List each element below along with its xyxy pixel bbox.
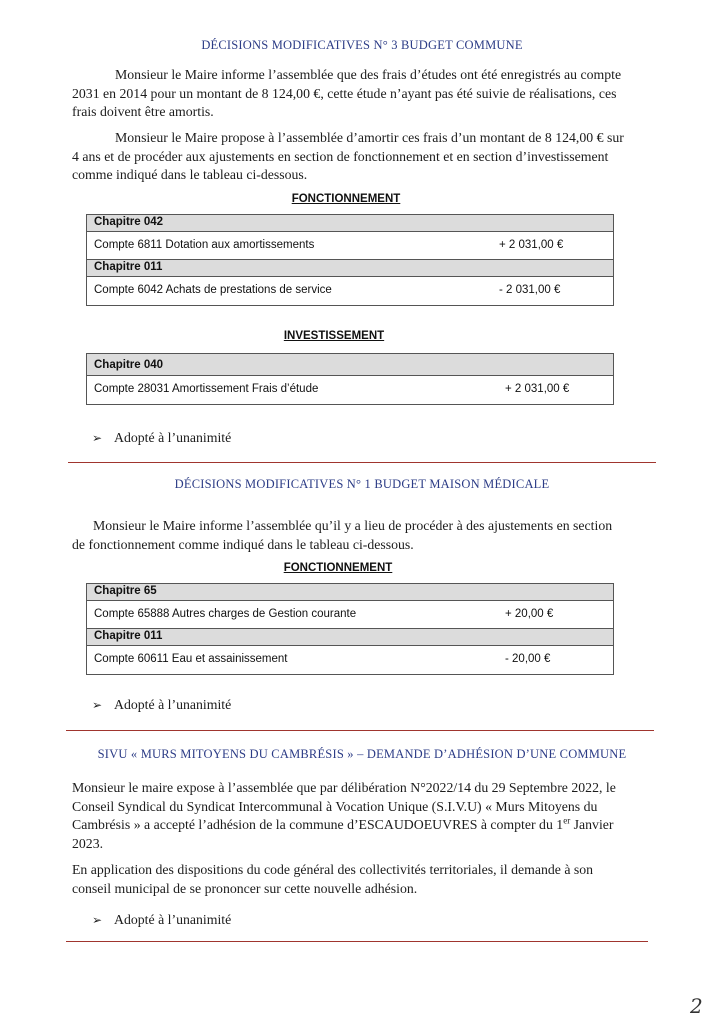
arrow-bullet-icon: ➢: [92, 698, 103, 712]
paragraph-sivu-adhesion: Monsieur le maire expose à l’assemblée que par délibération N°2022/14 du 29 Septembre 2022, le Conseil Syndical du Syndicat Intercommunal à Vocation Unique (S.I.V.U) « Murs Mitoyens du Cambrésis » a accepté l’adhésion de la commune d’ESCAUDOEUVRES à compter du 1er Janvier 2023.: [72, 780, 616, 851]
account-row: [87, 601, 613, 629]
adopted-line: ➢ Adopté à l’unanimité: [92, 697, 232, 712]
budget-table-investissement: [86, 353, 614, 405]
chapter-row: Chapitre 65: [87, 584, 613, 601]
adopted-line: ➢ Adopté à l’unanimité: [92, 912, 232, 927]
account-label: Compte 65888 Autres charges de Gestion courante: [94, 608, 357, 620]
table-heading-investissement: INVESTISSEMENT: [283, 330, 385, 342]
budget-table-maison-medicale: [86, 583, 614, 675]
section-divider: [66, 941, 648, 942]
chapter-row: Chapitre 011: [87, 629, 613, 646]
account-row: [87, 376, 613, 404]
account-label: Compte 60611 Eau et assainissement: [94, 653, 288, 665]
arrow-bullet-icon: ➢: [92, 431, 103, 445]
account-row: [87, 277, 613, 305]
adopted-line: ➢ Adopté à l’unanimité: [92, 430, 232, 445]
section-title-dm3-commune: DÉCISIONS MODIFICATIVES N° 3 BUDGET COMMUNE: [201, 38, 523, 52]
section-divider: [68, 462, 656, 463]
account-amount: + 20,00 €: [505, 608, 554, 620]
chapter-row: Chapitre 011: [87, 260, 613, 277]
paragraph-frais-etudes: Monsieur le Maire informe l’assemblée que des frais d’études ont été enregistrés au compte 2031 en 2014 pour un montant de 8 124,00 €, cette étude n’ayant pas été suivie de réalisations, ces frais doivent être amortis.: [72, 67, 622, 119]
account-label: Compte 28031 Amortissement Frais d’étude: [94, 383, 319, 395]
arrow-bullet-icon: ➢: [92, 913, 103, 927]
paragraph-ajustements: Monsieur le Maire informe l’assemblée qu’il y a lieu de procéder à des ajustements en section de fonctionnement comme indiqué dans le tableau ci-dessous.: [72, 518, 613, 552]
section-title-sivu: SIVU « MURS MITOYENS DU CAMBRÉSIS » – DEMANDE D’ADHÉSION D’UNE COMMUNE: [97, 747, 627, 761]
page-number: 2: [690, 994, 703, 1018]
account-amount: - 20,00 €: [505, 653, 551, 665]
paragraph-code-general: En application des dispositions du code général des collectivités territoriales, il demande à son conseil municipal de se prononcer sur cette nouvelle adhésion.: [72, 862, 594, 896]
paragraph-amortissement: Monsieur le Maire propose à l’assemblée d’amortir ces frais d’un montant de 8 124,00 € sur 4 ans et de procéder aux ajustements en section de fonctionnement et en section d’investissement comme indiqué dans le tableau ci-dessous.: [72, 130, 624, 182]
chapter-row: Chapitre 040: [87, 354, 613, 376]
account-row: [87, 646, 613, 674]
account-amount: + 2 031,00 €: [505, 383, 570, 395]
table-heading-fonctionnement: FONCTIONNEMENT: [283, 562, 393, 574]
account-label: Compte 6042 Achats de prestations de service: [94, 284, 332, 296]
account-amount: + 2 031,00 €: [499, 239, 564, 251]
account-amount: - 2 031,00 €: [499, 284, 561, 296]
table-heading-fonctionnement: FONCTIONNEMENT: [291, 193, 401, 205]
budget-table-fonctionnement: [86, 214, 614, 306]
account-label: Compte 6811 Dotation aux amortissements: [94, 239, 315, 251]
section-title-dm1-maison-medicale: DÉCISIONS MODIFICATIVES N° 1 BUDGET MAISON MÉDICALE: [174, 477, 550, 491]
section-divider: [66, 730, 654, 731]
chapter-row: Chapitre 042: [87, 215, 613, 232]
account-row: [87, 232, 613, 260]
